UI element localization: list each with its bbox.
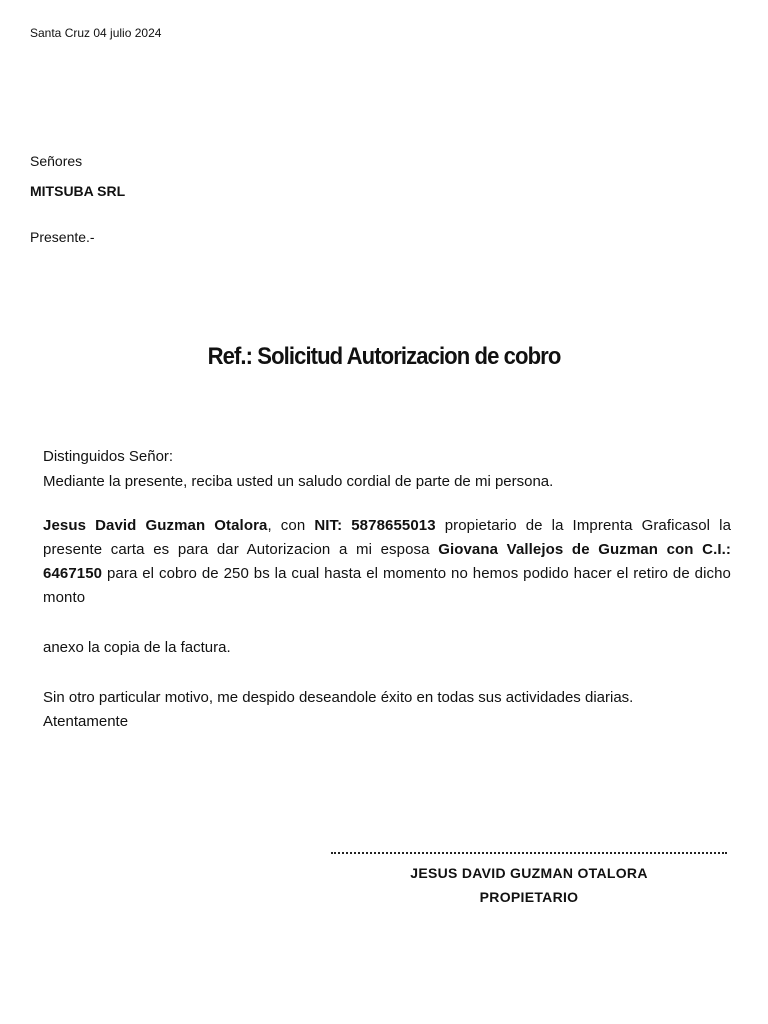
signature-role: PROPIETARIO (479, 889, 579, 905)
salutation-line: Señores (30, 153, 83, 169)
paragraph-text-3: para el cobro de 250 bs la cual hasta el momento no hemos podido hacer el retiro de dicho monto (43, 565, 731, 606)
letter-date: Santa Cruz 04 julio 2024 (30, 26, 162, 40)
signature-name: JESUS DAVID GUZMAN OTALORA (410, 865, 648, 881)
reference-title: Ref.: Solicitud Autorizacion de cobro (207, 343, 561, 370)
annex-text: anexo la copia de la factura. (43, 639, 231, 656)
owner-name: Jesus David Guzman Otalora (43, 517, 268, 534)
greeting: Distinguidos Señor: (43, 448, 174, 465)
presente-line: Presente.- (30, 229, 95, 245)
main-paragraph (43, 514, 731, 610)
recipient-company: MITSUBA SRL (30, 183, 126, 199)
closing-text: Sin otro particular motivo, me despido deseandole éxito en todas sus actividades diarias. (43, 689, 634, 706)
intro-text: Mediante la presente, reciba usted un saludo cordial de parte de mi persona. (43, 473, 554, 490)
nit-number: NIT: 5878655013 (314, 517, 436, 534)
spouse-name: Giovana Vallejos de Guzman con C.I.: 6467150 (43, 541, 731, 582)
paragraph-text-2: propietario de la Imprenta Graficasol la presente carta es para dar Autorizacion a mi esposa (43, 517, 732, 558)
paragraph-text-1: , con (267, 517, 315, 534)
regards-text: Atentamente (43, 713, 129, 730)
signature-line (331, 852, 727, 854)
